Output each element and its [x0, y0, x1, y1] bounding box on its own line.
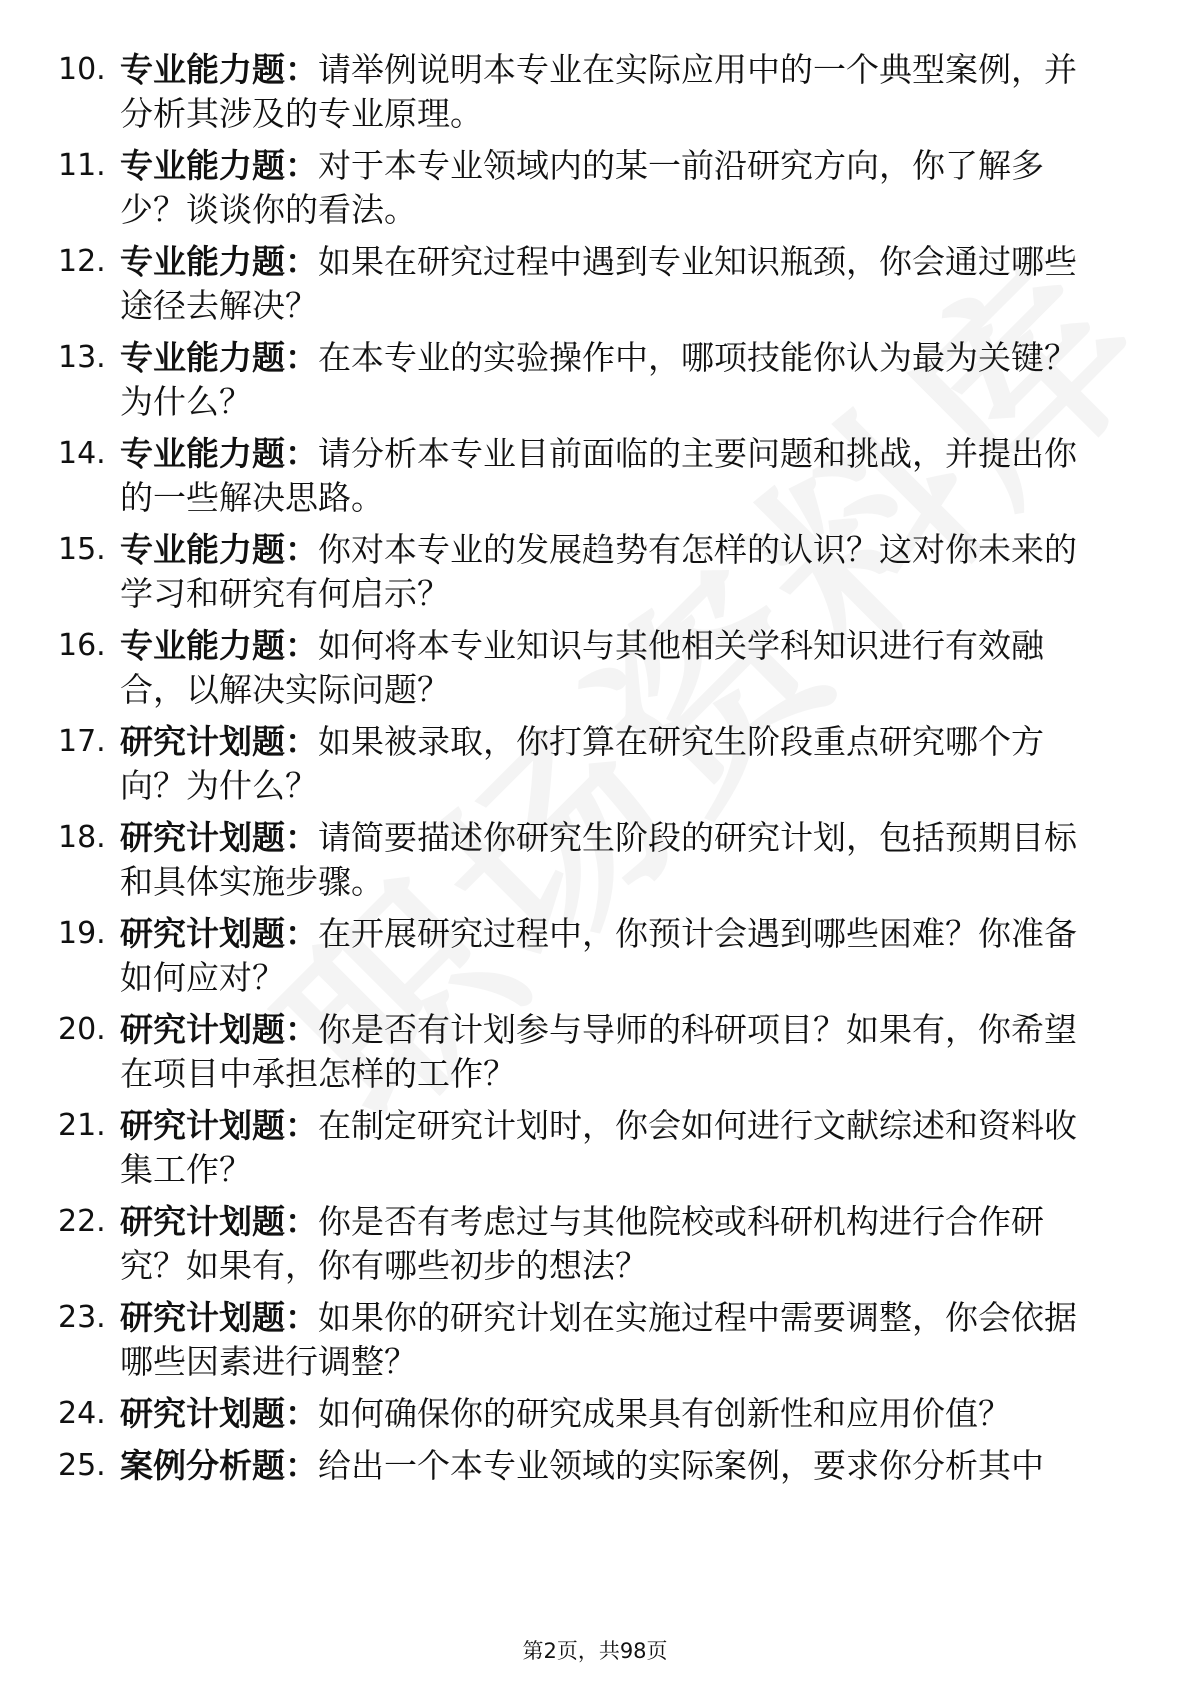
question-type: 专业能力题：	[120, 242, 318, 281]
question-type: 研究计划题：	[120, 1010, 318, 1049]
question-number: 17.	[58, 724, 106, 759]
question-list	[58, 48, 1108, 1496]
question-type: 研究计划题：	[120, 1106, 318, 1145]
question-text: 在本专业的实验操作中，哪项技能你认为最为关键？为什么？	[120, 338, 1077, 421]
question-type: 专业能力题：	[120, 530, 318, 569]
question-number: 11.	[58, 148, 106, 183]
question-type: 研究计划题：	[120, 1202, 318, 1241]
question-text: 请分析本专业目前面临的主要问题和挑战，并提出你的一些解决思路。	[120, 434, 1077, 517]
question-type: 专业能力题：	[120, 626, 318, 665]
question-text: 如果你的研究计划在实施过程中需要调整，你会依据哪些因素进行调整？	[120, 1298, 1077, 1381]
question-text: 请简要描述你研究生阶段的研究计划，包括预期目标和具体实施步骤。	[120, 818, 1077, 901]
page-footer: 第2页，共98页	[522, 1639, 668, 1663]
question-number: 12.	[58, 244, 106, 279]
question-item	[58, 240, 1108, 336]
question-number: 16.	[58, 628, 106, 663]
question-number: 10.	[58, 52, 106, 87]
question-item	[58, 624, 1108, 720]
question-item	[58, 48, 1108, 144]
question-type: 专业能力题：	[120, 434, 318, 473]
question-type: 案例分析题：	[120, 1446, 318, 1485]
question-type: 研究计划题：	[120, 1298, 318, 1337]
question-number: 25.	[58, 1448, 106, 1483]
question-type: 研究计划题：	[120, 914, 318, 953]
question-type: 专业能力题：	[120, 146, 318, 185]
question-number: 22.	[58, 1204, 106, 1239]
question-item	[58, 528, 1108, 624]
question-number: 18.	[58, 820, 106, 855]
question-number: 19.	[58, 916, 106, 951]
question-number: 21.	[58, 1108, 106, 1143]
question-number: 23.	[58, 1300, 106, 1335]
question-number: 20.	[58, 1012, 106, 1047]
question-item	[58, 336, 1108, 432]
question-text: 你是否有计划参与导师的科研项目？如果有，你希望在项目中承担怎样的工作？	[120, 1010, 1077, 1093]
question-item	[58, 912, 1108, 1008]
question-item	[58, 144, 1108, 240]
question-text: 如何将本专业知识与其他相关学科知识进行有效融合，以解决实际问题？	[120, 626, 1044, 709]
question-item	[58, 1392, 1108, 1444]
question-text: 对于本专业领域内的某一前沿研究方向，你了解多少？谈谈你的看法。	[120, 146, 1044, 229]
question-text: 在开展研究过程中，你预计会遇到哪些困难？你准备如何应对？	[120, 914, 1077, 997]
question-text: 如何确保你的研究成果具有创新性和应用价值？	[318, 1394, 1011, 1433]
question-type: 研究计划题：	[120, 1394, 318, 1433]
question-item	[58, 816, 1108, 912]
question-text: 在制定研究计划时，你会如何进行文献综述和资料收集工作？	[120, 1106, 1077, 1189]
question-text: 请举例说明本专业在实际应用中的一个典型案例，并分析其涉及的专业原理。	[120, 50, 1077, 133]
question-text: 如果被录取，你打算在研究生阶段重点研究哪个方向？为什么？	[120, 722, 1044, 805]
question-text: 你是否有考虑过与其他院校或科研机构进行合作研究？如果有，你有哪些初步的想法？	[120, 1202, 1044, 1285]
question-number: 24.	[58, 1396, 106, 1431]
question-type: 专业能力题：	[120, 50, 318, 89]
question-text: 你对本专业的发展趋势有怎样的认识？这对你未来的学习和研究有何启示？	[120, 530, 1077, 613]
question-item	[58, 1008, 1108, 1104]
question-item	[58, 1296, 1108, 1392]
question-item	[58, 1104, 1108, 1200]
question-number: 13.	[58, 340, 106, 375]
question-text: 给出一个本专业领域的实际案例，要求你分析其中	[318, 1446, 1044, 1485]
question-item	[58, 1200, 1108, 1296]
question-type: 研究计划题：	[120, 722, 318, 761]
question-item	[58, 720, 1108, 816]
question-item	[58, 1444, 1108, 1496]
question-type: 专业能力题：	[120, 338, 318, 377]
question-number: 14.	[58, 436, 106, 471]
question-type: 研究计划题：	[120, 818, 318, 857]
question-text: 如果在研究过程中遇到专业知识瓶颈，你会通过哪些途径去解决？	[120, 242, 1077, 325]
question-item	[58, 432, 1108, 528]
question-number: 15.	[58, 532, 106, 567]
